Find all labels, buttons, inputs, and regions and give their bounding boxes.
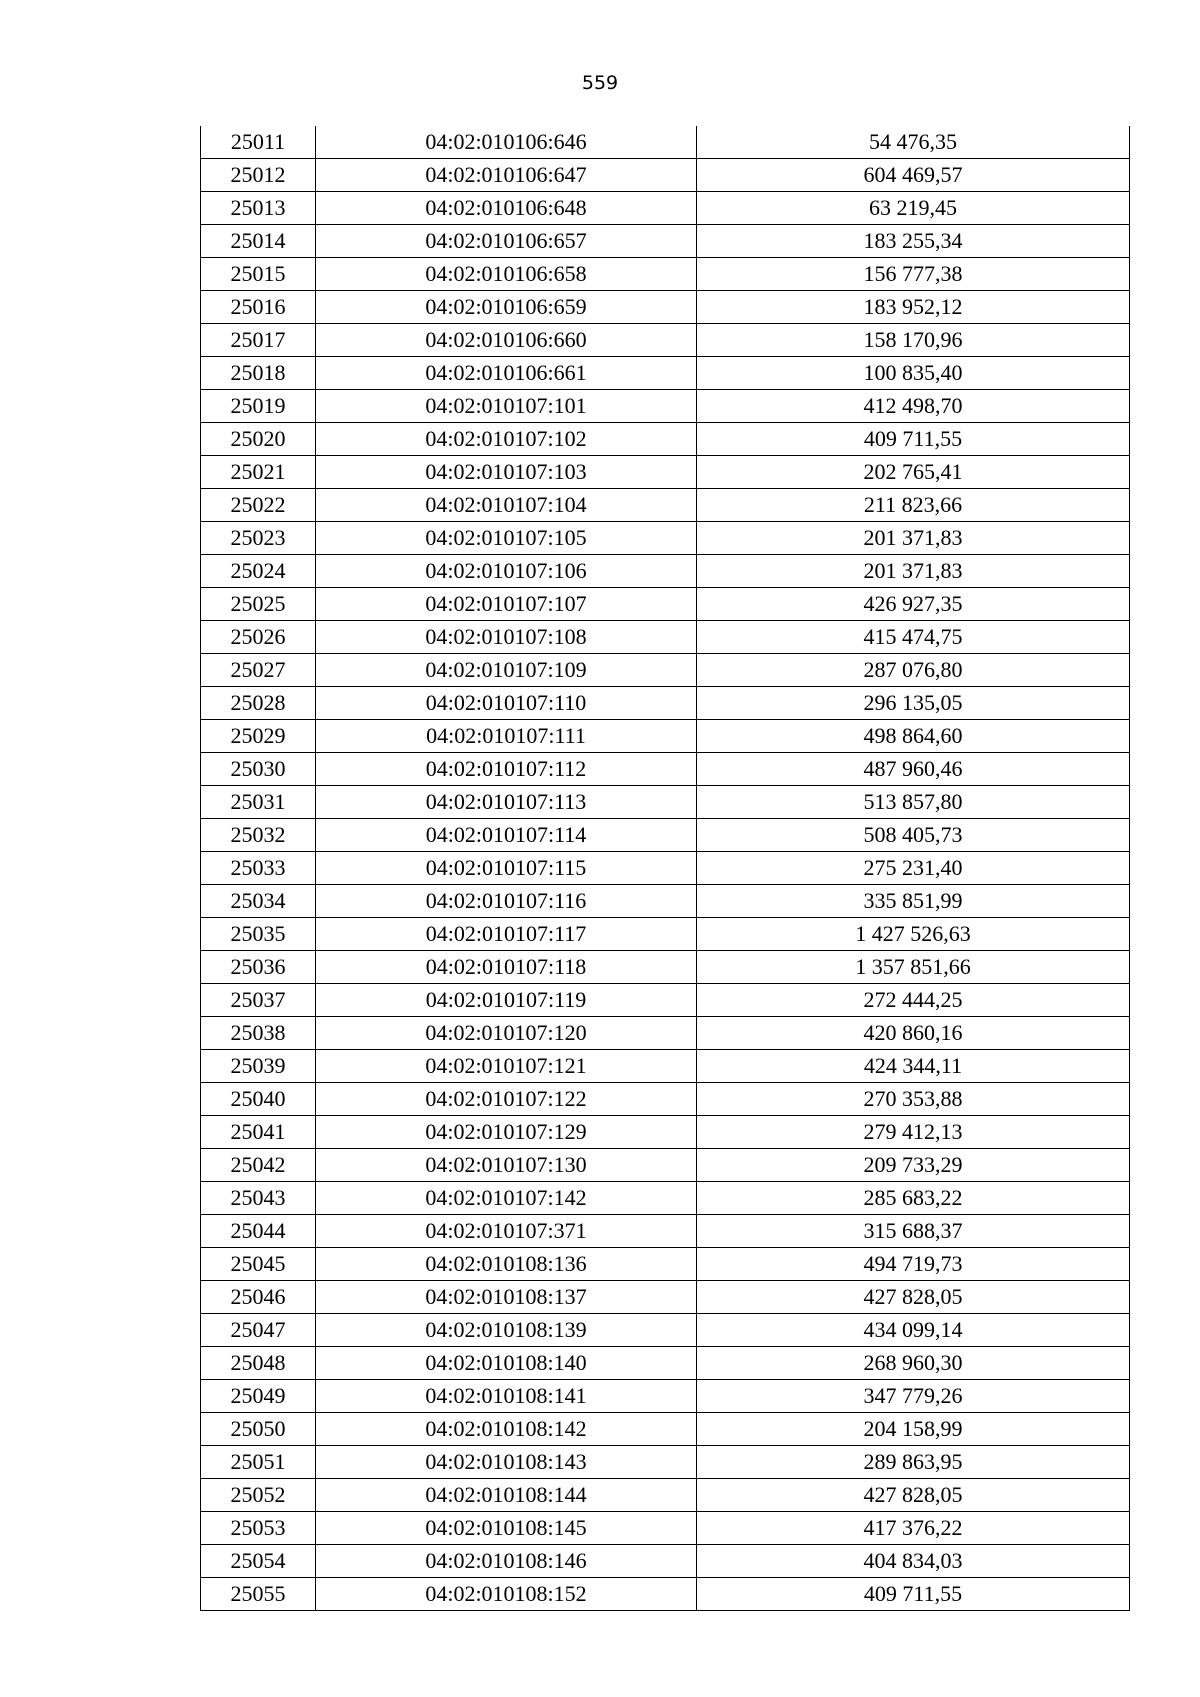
- row-number-cell: 25026: [201, 621, 316, 654]
- cadastral-number-cell: 04:02:010108:140: [316, 1347, 697, 1380]
- row-number-cell: 25055: [201, 1578, 316, 1611]
- cadastral-value-cell: 1 427 526,63: [697, 918, 1130, 951]
- cadastral-number-cell: 04:02:010107:108: [316, 621, 697, 654]
- cadastral-number-cell: 04:02:010107:117: [316, 918, 697, 951]
- row-number-cell: 25013: [201, 192, 316, 225]
- cadastral-value-cell: 404 834,03: [697, 1545, 1130, 1578]
- cadastral-value-cell: 201 371,83: [697, 555, 1130, 588]
- cadastral-value-cell: 487 960,46: [697, 753, 1130, 786]
- cadastral-number-cell: 04:02:010108:142: [316, 1413, 697, 1446]
- cadastral-value-cell: 427 828,05: [697, 1479, 1130, 1512]
- row-number-cell: 25051: [201, 1446, 316, 1479]
- cadastral-number-cell: 04:02:010107:105: [316, 522, 697, 555]
- cadastral-number-cell: 04:02:010107:104: [316, 489, 697, 522]
- cadastral-number-cell: 04:02:010107:118: [316, 951, 697, 984]
- table-row: [201, 1149, 1130, 1182]
- row-number-cell: 25025: [201, 588, 316, 621]
- row-number-cell: 25021: [201, 456, 316, 489]
- cadastral-value-cell: 434 099,14: [697, 1314, 1130, 1347]
- cadastral-number-cell: 04:02:010107:130: [316, 1149, 697, 1182]
- cadastral-value-cell: 417 376,22: [697, 1512, 1130, 1545]
- cadastral-value-cell: 498 864,60: [697, 720, 1130, 753]
- cadastral-number-cell: 04:02:010108:137: [316, 1281, 697, 1314]
- table-row: [201, 555, 1130, 588]
- cadastral-number-cell: 04:02:010106:657: [316, 225, 697, 258]
- row-number-cell: 25012: [201, 159, 316, 192]
- row-number-cell: 25030: [201, 753, 316, 786]
- row-number-cell: 25016: [201, 291, 316, 324]
- table-row: [201, 291, 1130, 324]
- table-row: [201, 654, 1130, 687]
- row-number-cell: 25040: [201, 1083, 316, 1116]
- table-row: [201, 489, 1130, 522]
- cadastral-number-cell: 04:02:010106:660: [316, 324, 697, 357]
- cadastral-number-cell: 04:02:010107:106: [316, 555, 697, 588]
- row-number-cell: 25015: [201, 258, 316, 291]
- cadastral-value-cell: 285 683,22: [697, 1182, 1130, 1215]
- cadastral-value-cell: 424 344,11: [697, 1050, 1130, 1083]
- cadastral-number-cell: 04:02:010107:101: [316, 390, 697, 423]
- table-row: [201, 951, 1130, 984]
- table-row: [201, 819, 1130, 852]
- cadastral-number-cell: 04:02:010108:141: [316, 1380, 697, 1413]
- row-number-cell: 25034: [201, 885, 316, 918]
- cadastral-value-cell: 156 777,38: [697, 258, 1130, 291]
- cadastral-number-cell: 04:02:010108:143: [316, 1446, 697, 1479]
- cadastral-number-cell: 04:02:010107:109: [316, 654, 697, 687]
- cadastral-number-cell: 04:02:010107:102: [316, 423, 697, 456]
- row-number-cell: 25024: [201, 555, 316, 588]
- cadastral-value-cell: 54 476,35: [697, 126, 1130, 159]
- table-row: [201, 687, 1130, 720]
- cadastral-value-cell: 513 857,80: [697, 786, 1130, 819]
- cadastral-number-cell: 04:02:010106:646: [316, 126, 697, 159]
- table-row: [201, 1413, 1130, 1446]
- cadastral-value-cell: 211 823,66: [697, 489, 1130, 522]
- row-number-cell: 25038: [201, 1017, 316, 1050]
- table-row: [201, 357, 1130, 390]
- cadastral-value-cell: 201 371,83: [697, 522, 1130, 555]
- cadastral-number-cell: 04:02:010107:111: [316, 720, 697, 753]
- cadastral-value-cell: 287 076,80: [697, 654, 1130, 687]
- table-row: [201, 621, 1130, 654]
- cadastral-value-cell: 409 711,55: [697, 1578, 1130, 1611]
- page-number: 559: [581, 72, 619, 94]
- row-number-cell: 25022: [201, 489, 316, 522]
- row-number-cell: 25052: [201, 1479, 316, 1512]
- table-row: [201, 852, 1130, 885]
- cadastral-number-cell: 04:02:010106:661: [316, 357, 697, 390]
- cadastral-value-cell: 209 733,29: [697, 1149, 1130, 1182]
- cadastral-number-cell: 04:02:010108:152: [316, 1578, 697, 1611]
- table-row: [201, 1314, 1130, 1347]
- table-row: [201, 390, 1130, 423]
- cadastral-value-cell: 420 860,16: [697, 1017, 1130, 1050]
- row-number-cell: 25031: [201, 786, 316, 819]
- row-number-cell: 25017: [201, 324, 316, 357]
- table-row: [201, 588, 1130, 621]
- table-row: [201, 159, 1130, 192]
- cadastral-value-cell: 347 779,26: [697, 1380, 1130, 1413]
- table-row: [201, 1248, 1130, 1281]
- cadastral-number-cell: 04:02:010108:146: [316, 1545, 697, 1578]
- cadastral-value-cell: 1 357 851,66: [697, 951, 1130, 984]
- table-row: [201, 1446, 1130, 1479]
- row-number-cell: 25019: [201, 390, 316, 423]
- cadastral-value-cell: 275 231,40: [697, 852, 1130, 885]
- row-number-cell: 25037: [201, 984, 316, 1017]
- cadastral-value-table: [200, 126, 1130, 1611]
- table-row: [201, 885, 1130, 918]
- cadastral-value-cell: 63 219,45: [697, 192, 1130, 225]
- table-row: [201, 1017, 1130, 1050]
- cadastral-value-cell: 426 927,35: [697, 588, 1130, 621]
- row-number-cell: 25048: [201, 1347, 316, 1380]
- row-number-cell: 25039: [201, 1050, 316, 1083]
- table-row: [201, 324, 1130, 357]
- cadastral-number-cell: 04:02:010106:647: [316, 159, 697, 192]
- row-number-cell: 25020: [201, 423, 316, 456]
- table-row: [201, 753, 1130, 786]
- row-number-cell: 25045: [201, 1248, 316, 1281]
- cadastral-value-cell: 272 444,25: [697, 984, 1130, 1017]
- row-number-cell: 25046: [201, 1281, 316, 1314]
- cadastral-number-cell: 04:02:010106:648: [316, 192, 697, 225]
- table-row: [201, 1512, 1130, 1545]
- cadastral-value-cell: 415 474,75: [697, 621, 1130, 654]
- cadastral-value-cell: 296 135,05: [697, 687, 1130, 720]
- cadastral-value-cell: 409 711,55: [697, 423, 1130, 456]
- cadastral-value-cell: 183 255,34: [697, 225, 1130, 258]
- cadastral-number-cell: 04:02:010108:139: [316, 1314, 697, 1347]
- table-row: [201, 1083, 1130, 1116]
- row-number-cell: 25036: [201, 951, 316, 984]
- cadastral-number-cell: 04:02:010106:659: [316, 291, 697, 324]
- cadastral-number-cell: 04:02:010107:121: [316, 1050, 697, 1083]
- table-row: [201, 126, 1130, 159]
- row-number-cell: 25027: [201, 654, 316, 687]
- table-row: [201, 522, 1130, 555]
- row-number-cell: 25049: [201, 1380, 316, 1413]
- table-body: [201, 126, 1130, 1611]
- table-row: [201, 456, 1130, 489]
- cadastral-number-cell: 04:02:010107:103: [316, 456, 697, 489]
- cadastral-value-cell: 279 412,13: [697, 1116, 1130, 1149]
- cadastral-number-cell: 04:02:010107:142: [316, 1182, 697, 1215]
- row-number-cell: 25028: [201, 687, 316, 720]
- cadastral-value-cell: 412 498,70: [697, 390, 1130, 423]
- cadastral-number-cell: 04:02:010108:136: [316, 1248, 697, 1281]
- row-number-cell: 25053: [201, 1512, 316, 1545]
- row-number-cell: 25023: [201, 522, 316, 555]
- cadastral-number-cell: 04:02:010107:114: [316, 819, 697, 852]
- table-row: [201, 918, 1130, 951]
- cadastral-number-cell: 04:02:010107:129: [316, 1116, 697, 1149]
- row-number-cell: 25042: [201, 1149, 316, 1182]
- row-number-cell: 25043: [201, 1182, 316, 1215]
- cadastral-number-cell: 04:02:010106:658: [316, 258, 697, 291]
- table-row: [201, 1479, 1130, 1512]
- cadastral-number-cell: 04:02:010107:113: [316, 786, 697, 819]
- cadastral-number-cell: 04:02:010107:120: [316, 1017, 697, 1050]
- cadastral-number-cell: 04:02:010107:107: [316, 588, 697, 621]
- cadastral-value-cell: 270 353,88: [697, 1083, 1130, 1116]
- cadastral-value-cell: 289 863,95: [697, 1446, 1130, 1479]
- table-row: [201, 1050, 1130, 1083]
- row-number-cell: 25033: [201, 852, 316, 885]
- table-row: [201, 1215, 1130, 1248]
- row-number-cell: 25054: [201, 1545, 316, 1578]
- cadastral-value-cell: 315 688,37: [697, 1215, 1130, 1248]
- table-row: [201, 1116, 1130, 1149]
- cadastral-value-cell: 427 828,05: [697, 1281, 1130, 1314]
- cadastral-value-cell: 335 851,99: [697, 885, 1130, 918]
- row-number-cell: 25011: [201, 126, 316, 159]
- cadastral-number-cell: 04:02:010107:371: [316, 1215, 697, 1248]
- row-number-cell: 25044: [201, 1215, 316, 1248]
- cadastral-value-cell: 268 960,30: [697, 1347, 1130, 1380]
- table-row: [201, 1578, 1130, 1611]
- table-row: [201, 1380, 1130, 1413]
- table-row: [201, 258, 1130, 291]
- cadastral-value-cell: 202 765,41: [697, 456, 1130, 489]
- table-row: [201, 984, 1130, 1017]
- cadastral-value-cell: 204 158,99: [697, 1413, 1130, 1446]
- cadastral-value-cell: 183 952,12: [697, 291, 1130, 324]
- cadastral-number-cell: 04:02:010107:116: [316, 885, 697, 918]
- cadastral-number-cell: 04:02:010107:115: [316, 852, 697, 885]
- table-row: [201, 1182, 1130, 1215]
- cadastral-number-cell: 04:02:010107:112: [316, 753, 697, 786]
- row-number-cell: 25032: [201, 819, 316, 852]
- cadastral-number-cell: 04:02:010108:144: [316, 1479, 697, 1512]
- cadastral-value-cell: 604 469,57: [697, 159, 1130, 192]
- table-row: [201, 786, 1130, 819]
- table-row: [201, 423, 1130, 456]
- row-number-cell: 25047: [201, 1314, 316, 1347]
- table-row: [201, 720, 1130, 753]
- table-row: [201, 225, 1130, 258]
- cadastral-value-cell: 494 719,73: [697, 1248, 1130, 1281]
- row-number-cell: 25035: [201, 918, 316, 951]
- table-row: [201, 1281, 1130, 1314]
- table-row: [201, 192, 1130, 225]
- cadastral-value-cell: 508 405,73: [697, 819, 1130, 852]
- cadastral-number-cell: 04:02:010107:122: [316, 1083, 697, 1116]
- cadastral-value-cell: 100 835,40: [697, 357, 1130, 390]
- table-row: [201, 1545, 1130, 1578]
- cadastral-number-cell: 04:02:010108:145: [316, 1512, 697, 1545]
- row-number-cell: 25050: [201, 1413, 316, 1446]
- cadastral-number-cell: 04:02:010107:119: [316, 984, 697, 1017]
- cadastral-value-cell: 158 170,96: [697, 324, 1130, 357]
- row-number-cell: 25014: [201, 225, 316, 258]
- table-row: [201, 1347, 1130, 1380]
- row-number-cell: 25018: [201, 357, 316, 390]
- row-number-cell: 25029: [201, 720, 316, 753]
- row-number-cell: 25041: [201, 1116, 316, 1149]
- cadastral-number-cell: 04:02:010107:110: [316, 687, 697, 720]
